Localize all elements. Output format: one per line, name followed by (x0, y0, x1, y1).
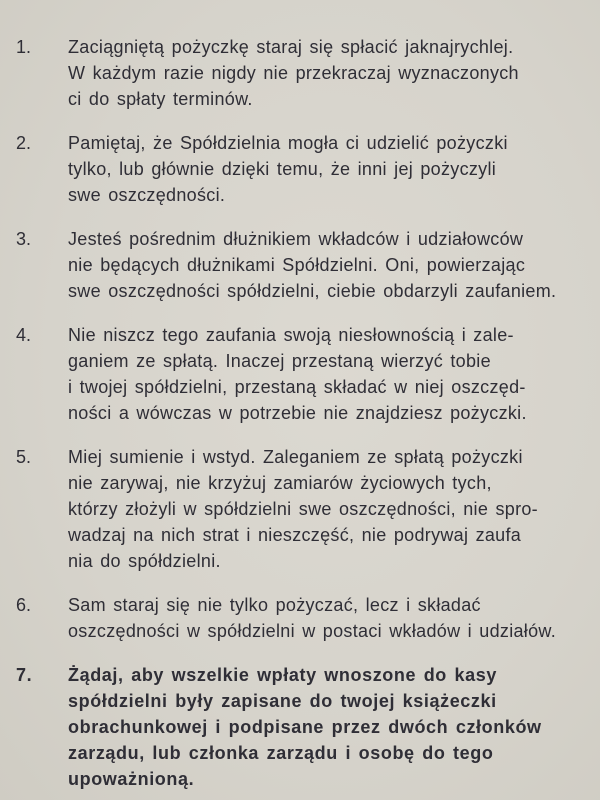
text-line: Zaciągniętą pożyczkę staraj się spłacić jaknajrychlej. (68, 37, 514, 57)
text-line: nie zarywaj, nie krzyżuj zamiarów życiowych tych, (68, 473, 492, 493)
text-line: wadzaj na nich strat i nieszczęść, nie podrywaj zaufa (68, 525, 522, 545)
item-text (68, 322, 582, 426)
text-line: Żądaj, aby wszelkie wpłaty wnoszone do kasy (68, 665, 497, 685)
item-number: 3. (16, 229, 32, 249)
text-line: Pamiętaj, że Spółdzielnia mogła ci udzielić pożyczki (68, 133, 508, 153)
rule-item-6 (12, 592, 582, 644)
text-line: obrachunkowej i podpisane przez dwóch członków (68, 717, 542, 737)
item-number: 6. (16, 595, 32, 615)
item-number: 2. (16, 133, 32, 153)
text-line: Jesteś pośrednim dłużnikiem wkładców i udziałowców (68, 229, 524, 249)
text-line: oszczędności w spółdzielni w postaci wkładów i udziałów. (68, 621, 557, 641)
text-line: którzy złożyli w spółdzielni swe oszczędności, nie spro- (68, 499, 538, 519)
text-line: tylko, lub głównie dzięki temu, że inni jej pożyczyli (68, 159, 497, 179)
text-line: upoważnioną. (68, 769, 195, 789)
item-number: 1. (16, 37, 32, 57)
text-line: Sam staraj się nie tylko pożyczać, lecz i składać (68, 595, 481, 615)
text-line: nia do spółdzielni. (68, 551, 221, 571)
text-line: spółdzielni były zapisane do twojej książeczki (68, 691, 497, 711)
text-line: ności a wówczas w potrzebie nie znajdziesz pożyczki. (68, 403, 527, 423)
item-text (68, 662, 582, 792)
item-text (68, 444, 582, 574)
text-line: swe oszczędności. (68, 185, 226, 205)
item-number: 5. (16, 447, 32, 467)
item-text (68, 226, 582, 304)
item-number: 7. (16, 665, 33, 685)
text-line: i twojej spółdzielni, przestaną składać w niej oszczęd- (68, 377, 526, 397)
rule-item-4 (12, 322, 582, 426)
item-text (68, 592, 582, 644)
item-number: 4. (16, 325, 32, 345)
rule-item-2 (12, 130, 582, 208)
text-line: nie będących dłużnikami Spółdzielni. Oni, powierzając (68, 255, 526, 275)
text-line: W każdym razie nigdy nie przekraczaj wyznaczonych (68, 63, 519, 83)
rule-item-5 (12, 444, 582, 574)
rule-item-3 (12, 226, 582, 304)
text-line: Nie niszcz tego zaufania swoją niesłownością i zale- (68, 325, 514, 345)
text-line: ganiem ze spłatą. Inaczej przestaną wierzyć tobie (68, 351, 491, 371)
text-line: ci do spłaty terminów. (68, 89, 253, 109)
item-text (68, 34, 582, 112)
text-line: Miej sumienie i wstyd. Zaleganiem ze spłatą pożyczki (68, 447, 523, 467)
text-line: zarządu, lub członka zarządu i osobę do tego (68, 743, 494, 763)
item-text (68, 130, 582, 208)
rule-item-7 (12, 662, 582, 792)
rule-item-1 (12, 34, 582, 112)
text-line: swe oszczędności spółdzielni, ciebie obdarzyli zaufaniem. (68, 281, 557, 301)
